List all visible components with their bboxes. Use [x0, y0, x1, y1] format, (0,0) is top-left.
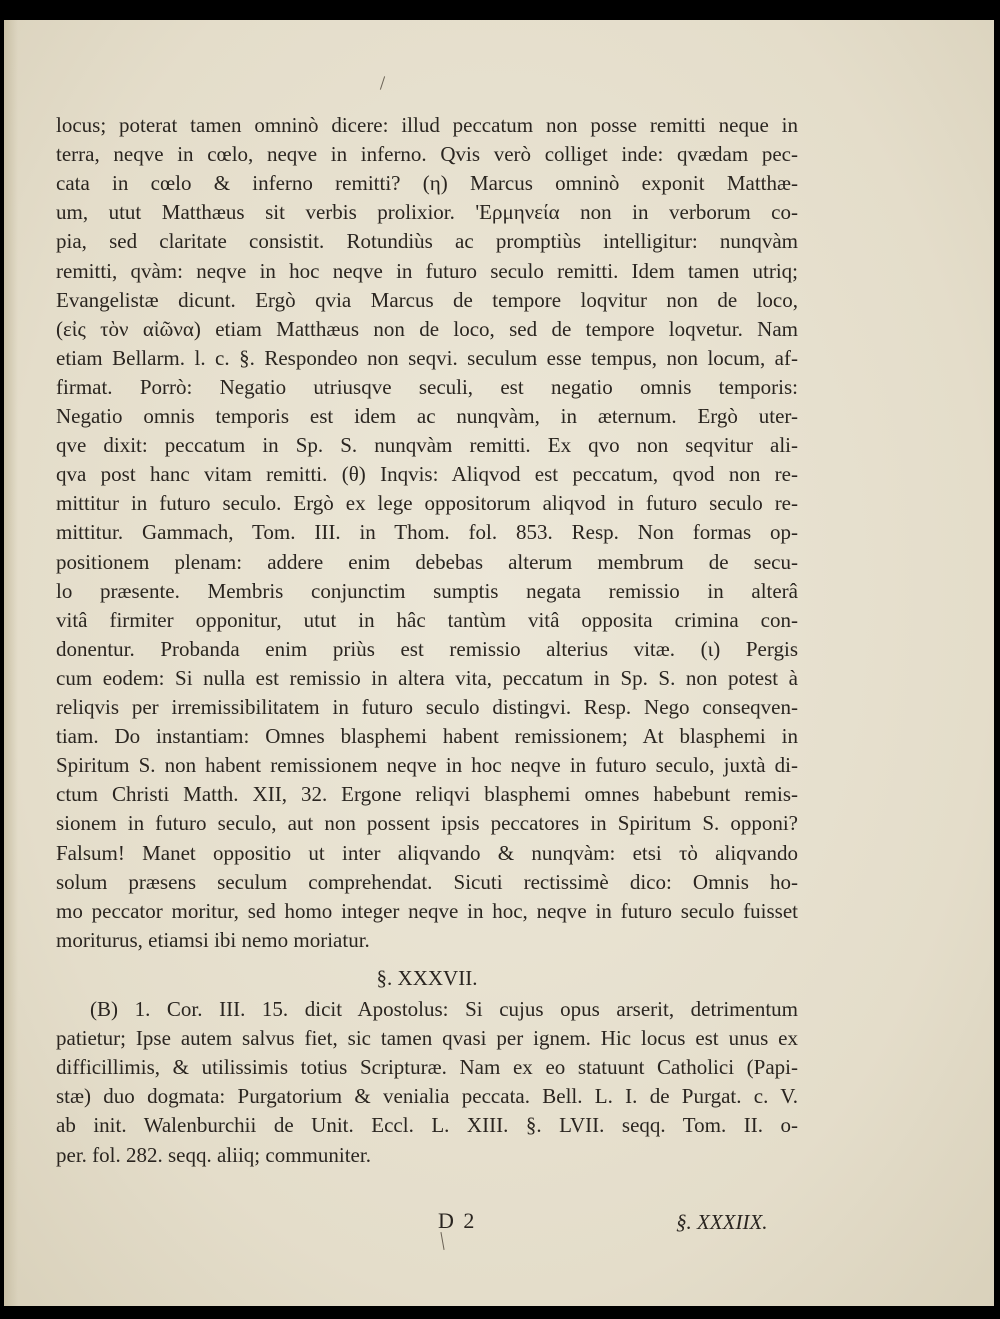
text-line: cum eodem: Si nulla est remissio in altera vita, peccatum in Sp. S. non potest à — [56, 665, 798, 690]
binding-edge — [4, 20, 18, 1306]
text-line: lo præsente. Membris conjunctim sumptis negata remissio in alterâ — [56, 578, 798, 603]
ink-mark-bottom — [440, 1232, 444, 1250]
text-line: ab init. Walenburchii de Unit. Eccl. L. XIII. §. LVII. seqq. Tom. II. o- — [56, 1113, 798, 1138]
text-line: solum præsens seculum comprehendat. Sicuti rectissimè dico: Omnis ho- — [56, 869, 798, 894]
text-line: mo peccator moritur, sed homo integer neqve in hoc, neqve in futuro seculo fuisset — [56, 898, 798, 923]
text-line: Falsum! Manet oppositio ut inter aliqvando & nunqvàm: etsi τὸ aliqvando — [56, 840, 798, 865]
signature-mark: D 2 — [438, 1208, 477, 1233]
section-heading: §. XXXVII. — [376, 966, 478, 990]
text-line: pia, sed claritate consistit. Rotundiùs ac promptiùs intelligitur: nunqvàm — [56, 229, 798, 254]
catchword: §. XXXIIX. — [676, 1210, 768, 1234]
text-line: etiam Bellarm. l. c. §. Respondeo non seqvi. seculum esse tempus, non locum, af- — [56, 345, 798, 370]
text-line: vitâ firmiter opponitur, utut in hâc tantùm vitâ opposita crimina con- — [56, 607, 798, 632]
ink-mark — [380, 76, 385, 90]
text-line: per. fol. 282. seqq. aliiq; communiter. — [56, 1142, 371, 1167]
text-line: Negatio omnis temporis est idem ac nunqvàm, in æternum. Ergò uter- — [56, 404, 798, 428]
text-line: mittitur in futuro seculo. Ergò ex lege oppositorum aliqvod in futuro seculo re- — [56, 491, 798, 516]
text-line: cata in cœlo & inferno remitti? (η) Marcus omninò exponit Matthæ- — [56, 171, 798, 196]
text-line: ctum Christi Matth. XII, 32. Ergone reliqvi blasphemi omnes habebunt remis- — [56, 782, 798, 807]
text-line: (εἰς τὸν αἰῶνα) etiam Matthæus non de loco, sed de tempore loqvetur. Nam — [56, 316, 798, 341]
text-line: terra, neqve in cœlo, neqve in inferno. Qvis verò colliget inde: qvædam pec- — [56, 142, 798, 167]
text-line: sionem in futuro seculo, aut non possent ipsis peccatores in Spiritum S. opponi? — [56, 811, 798, 836]
text-line: stæ) duo dogmata: Purgatorium & venialia peccata. Bell. L. I. de Purgat. c. V. — [56, 1084, 798, 1109]
text-line: remitti, qvàm: neqve in hoc neqve in futuro seculo remitti. Idem tamen utriq; — [56, 258, 798, 283]
text-line: Evangelistæ dicunt. Ergò qvia Marcus de tempore loqvitur non de loco, — [56, 287, 798, 312]
text-line: donentur. Probanda enim priùs est remissio alterius vitæ. (ι) Pergis — [56, 636, 798, 661]
text-line: um, utut Matthæus sit verbis prolixior. 'Ερμηνεία non in verborum co- — [56, 200, 798, 225]
text-line: locus; poterat tamen omninò dicere: illud peccatum non posse remitti neque in — [56, 113, 798, 137]
text-line: moriturus, etiamsi ibi nemo moriatur. — [56, 927, 370, 952]
text-line: reliqvis per irremissibilitatem in futuro seculo distingvi. Resp. Nego conseqven- — [56, 695, 798, 719]
text-line: tiam. Do instantiam: Omnes blasphemi habent remissionem; At blasphemi in — [56, 724, 798, 749]
text-line: difficillimis, & utilissimis totius Scripturæ. Nam ex eo statuunt Catholici (Papi- — [56, 1055, 798, 1080]
text-line: Spiritum S. non habent remissionem neqve in hoc neqve in futuro seculo, juxtà di- — [56, 753, 798, 778]
text-line: qva post hanc vitam remitti. (θ) Inqvis: Aliqvod est peccatum, qvod non re- — [56, 462, 798, 487]
text-line: mittitur. Gammach, Tom. III. in Thom. fol. 853. Resp. Non formas op- — [56, 520, 798, 545]
text-line: (B) 1. Cor. III. 15. dicit Apostolus: Si cujus opus arserit, detrimentum — [90, 997, 798, 1021]
book-page — [4, 20, 994, 1306]
text-line: positionem plenam: addere enim debebas alterum membrum de secu- — [56, 549, 798, 574]
text-line: patietur; Ipse autem salvus fiet, sic tamen qvasi per ignem. Hic locus est unus ex — [56, 1026, 798, 1051]
text-line: firmat. Porrò: Negatio utriusqve seculi, est negatio omnis temporis: — [56, 374, 798, 399]
text-line: qve dixit: peccatum in Sp. S. nunqvàm remitti. Ex qvo non seqvitur ali- — [56, 433, 798, 458]
